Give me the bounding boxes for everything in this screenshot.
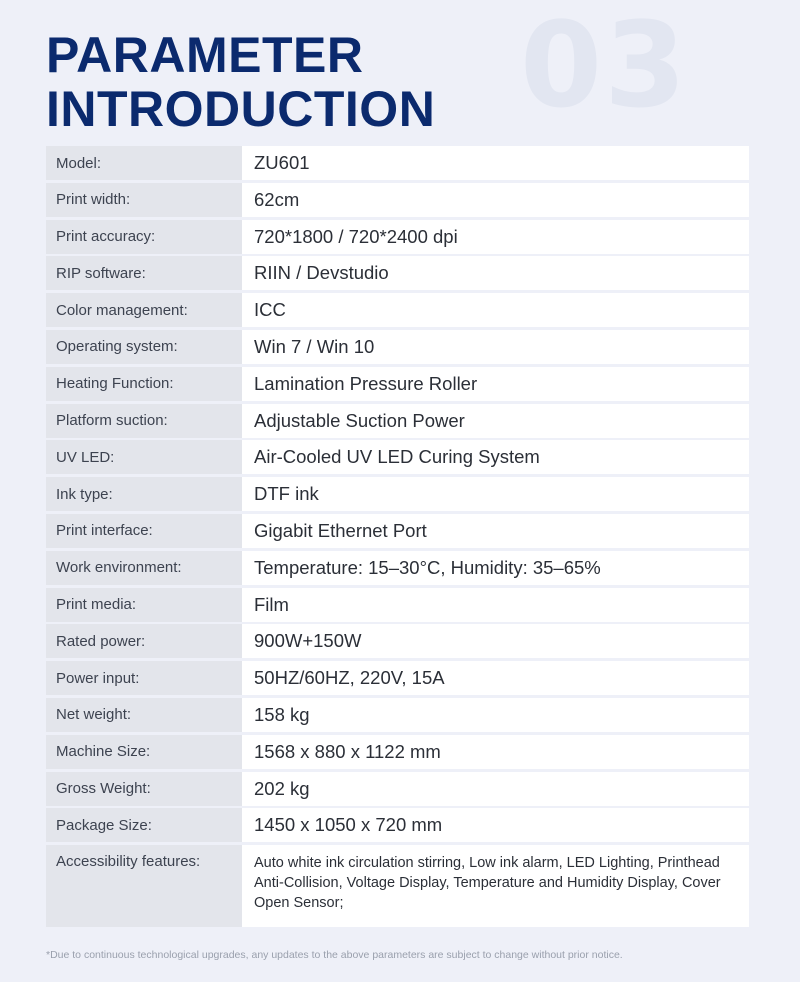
spec-value: Gigabit Ethernet Port bbox=[242, 514, 749, 548]
spec-value: DTF ink bbox=[242, 477, 749, 511]
spec-label: Gross Weight: bbox=[46, 772, 242, 806]
spec-row-print-interface bbox=[46, 514, 749, 548]
spec-label: Platform suction: bbox=[46, 404, 242, 438]
spec-value: 202 kg bbox=[242, 772, 749, 806]
spec-row-print-media bbox=[46, 588, 749, 622]
spec-value: Film bbox=[242, 588, 749, 622]
spec-value: 1450 x 1050 x 720 mm bbox=[242, 808, 749, 842]
spec-label: Operating system: bbox=[46, 330, 242, 364]
spec-row-accessibility-features bbox=[46, 845, 749, 927]
spec-value: 720*1800 / 720*2400 dpi bbox=[242, 220, 749, 254]
spec-row-print-width bbox=[46, 183, 749, 217]
spec-label: Heating Function: bbox=[46, 367, 242, 401]
spec-label: Print media: bbox=[46, 588, 242, 622]
spec-label: Net weight: bbox=[46, 698, 242, 732]
spec-value: Auto white ink circulation stirring, Low ink alarm, LED Lighting, Printhead Anti-Collision, Voltage Display, Temperature and Humidity Display, Cover Open Sensor; bbox=[242, 845, 749, 927]
page-title-line-2: INTRODUCTION bbox=[46, 81, 436, 137]
spec-row-machine-size bbox=[46, 735, 749, 769]
spec-row-platform-suction bbox=[46, 404, 749, 438]
spec-label: Print accuracy: bbox=[46, 220, 242, 254]
spec-label: Power input: bbox=[46, 661, 242, 695]
spec-label: Work environment: bbox=[46, 551, 242, 585]
spec-value: 158 kg bbox=[242, 698, 749, 732]
spec-label: Machine Size: bbox=[46, 735, 242, 769]
spec-row-heating-function bbox=[46, 367, 749, 401]
spec-row-gross-weight bbox=[46, 772, 749, 806]
spec-value: 1568 x 880 x 1122 mm bbox=[242, 735, 749, 769]
spec-value: ICC bbox=[242, 293, 749, 327]
spec-row-print-accuracy bbox=[46, 220, 749, 254]
spec-row-color-management bbox=[46, 293, 749, 327]
spec-value: ZU601 bbox=[242, 146, 749, 180]
spec-table bbox=[46, 146, 749, 927]
spec-row-model bbox=[46, 146, 749, 180]
spec-value: RIIN / Devstudio bbox=[242, 256, 749, 290]
page-title-line-1: PARAMETER bbox=[46, 27, 364, 83]
spec-label: Rated power: bbox=[46, 624, 242, 658]
footnote: *Due to continuous technological upgrades, any updates to the above parameters are subject to change without prior notice. bbox=[46, 949, 623, 961]
spec-label: Package Size: bbox=[46, 808, 242, 842]
page-number: 03 bbox=[520, 0, 689, 134]
spec-value: Lamination Pressure Roller bbox=[242, 367, 749, 401]
spec-row-rip-software bbox=[46, 256, 749, 290]
spec-label: Model: bbox=[46, 146, 242, 180]
spec-value: 50HZ/60HZ, 220V, 15A bbox=[242, 661, 749, 695]
spec-row-net-weight bbox=[46, 698, 749, 732]
spec-label: Ink type: bbox=[46, 477, 242, 511]
spec-value: Adjustable Suction Power bbox=[242, 404, 749, 438]
spec-label: RIP software: bbox=[46, 256, 242, 290]
spec-value: Temperature: 15–30°C, Humidity: 35–65% bbox=[242, 551, 749, 585]
spec-row-work-environment bbox=[46, 551, 749, 585]
spec-row-uv-led bbox=[46, 440, 749, 474]
spec-label: Color management: bbox=[46, 293, 242, 327]
spec-row-operating-system bbox=[46, 330, 749, 364]
spec-value: Win 7 / Win 10 bbox=[242, 330, 749, 364]
spec-row-package-size bbox=[46, 808, 749, 842]
spec-row-rated-power bbox=[46, 624, 749, 658]
page-title bbox=[46, 28, 435, 136]
spec-label: UV LED: bbox=[46, 440, 242, 474]
spec-value: 900W+150W bbox=[242, 624, 749, 658]
spec-row-ink-type bbox=[46, 477, 749, 511]
spec-value: 62cm bbox=[242, 183, 749, 217]
spec-value: Air-Cooled UV LED Curing System bbox=[242, 440, 749, 474]
spec-row-power-input bbox=[46, 661, 749, 695]
spec-label: Print width: bbox=[46, 183, 242, 217]
spec-label: Accessibility features: bbox=[46, 845, 242, 927]
spec-label: Print interface: bbox=[46, 514, 242, 548]
